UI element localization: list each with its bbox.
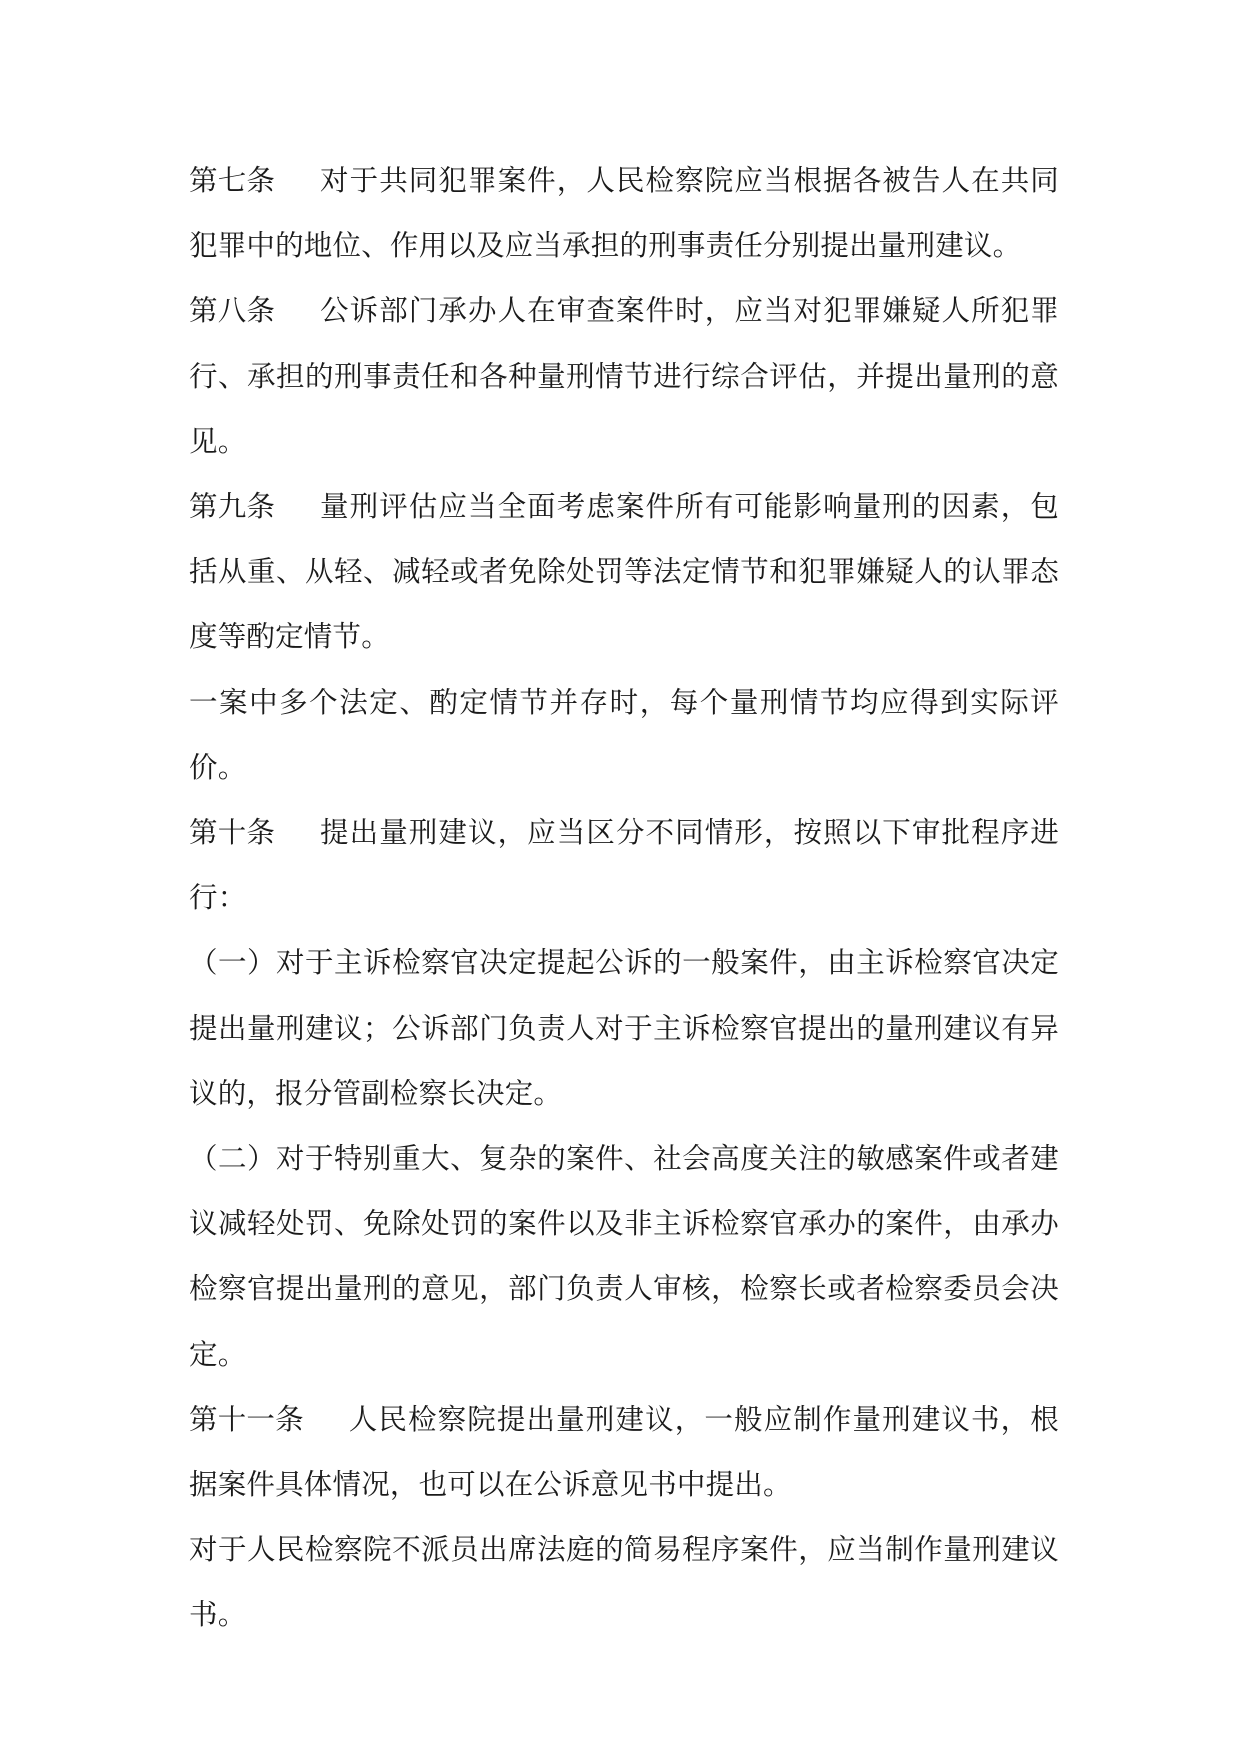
article-7 <box>189 148 1059 278</box>
article-10 <box>189 800 1059 930</box>
article-9-extra: 一案中多个法定、酌定情节并存时，每个量刑情节均应得到实际评价。 <box>189 685 1059 784</box>
document-body <box>189 148 1059 1648</box>
article-9 <box>189 474 1059 670</box>
article-8 <box>189 278 1059 474</box>
article-text: 公诉部门承办人在审查案件时，应当对犯罪嫌疑人所犯罪行、承担的刑事责任和各种量刑情节进行综合评估，并提出量刑的意见。 <box>189 294 1059 458</box>
article-number: 第十条 <box>189 816 276 850</box>
article-number: 第八条 <box>189 294 276 328</box>
article-number: 第十一条 <box>189 1402 304 1436</box>
article-11 <box>189 1387 1059 1517</box>
article-text: 量刑评估应当全面考虑案件所有可能影响量刑的因素，包括从重、从轻、减轻或者免除处罚等法定情节和犯罪嫌疑人的认罪态度等酌定情节。 <box>189 490 1059 654</box>
article-text: 提出量刑建议，应当区分不同情形，按照以下审批程序进行： <box>189 816 1059 915</box>
article-10-item-1: （一）对于主诉检察官决定提起公诉的一般案件，由主诉检察官决定提出量刑建议；公诉部门负责人对于主诉检察官提出的量刑建议有异议的，报分管副检察长决定。 <box>189 946 1059 1110</box>
article-text: 对于共同犯罪案件，人民检察院应当根据各被告人在共同犯罪中的地位、作用以及应当承担的刑事责任分别提出量刑建议。 <box>189 164 1059 263</box>
article-text: 人民检察院提出量刑建议，一般应制作量刑建议书，根据案件具体情况，也可以在公诉意见书中提出。 <box>189 1402 1059 1502</box>
article-number: 第七条 <box>189 164 276 197</box>
article-10-item-2: （二）对于特别重大、复杂的案件、社会高度关注的敏感案件或者建议减轻处罚、免除处罚的案件以及非主诉检察官承办的案件，由承办检察官提出量刑的意见，部门负责人审核，检察长或者检察委员会决定。 <box>189 1142 1059 1371</box>
article-number: 第九条 <box>189 490 276 524</box>
article-11-extra: 对于人民检察院不派员出席法庭的简易程序案件，应当制作量刑建议书。 <box>189 1533 1059 1632</box>
